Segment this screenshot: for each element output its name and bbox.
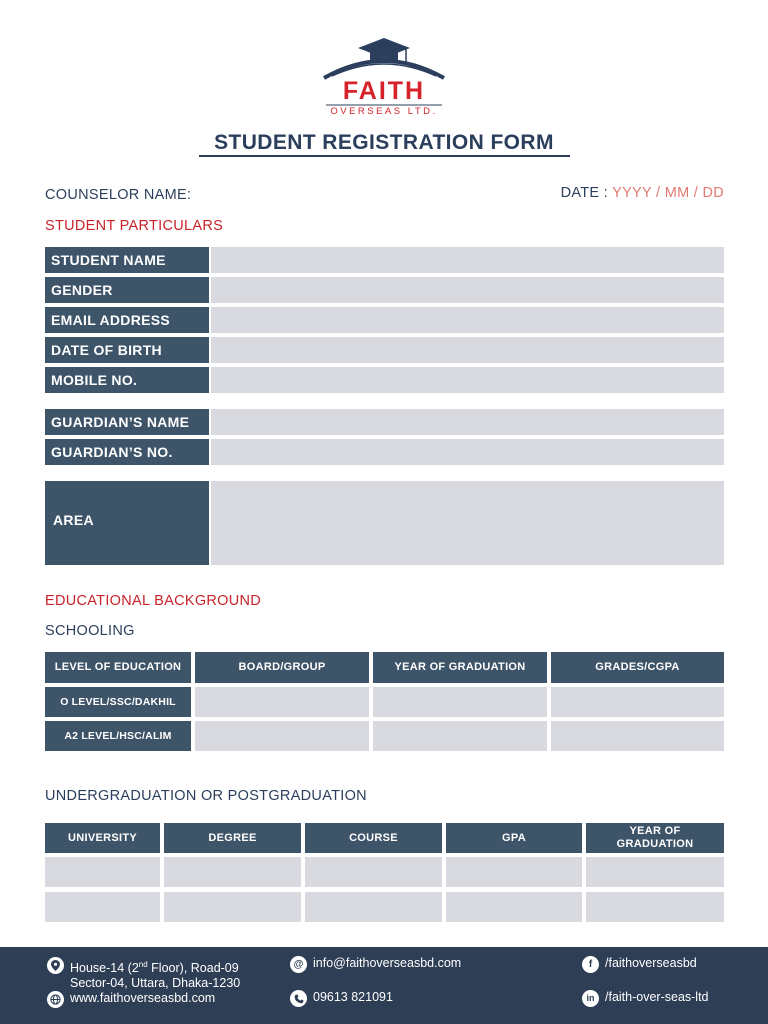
guardian-number-input[interactable] <box>211 439 724 465</box>
table-cell[interactable] <box>164 892 301 922</box>
gender-input[interactable] <box>211 277 724 303</box>
phone-number[interactable]: 09613 821091 <box>313 990 393 1004</box>
student-name-label: STUDENT NAME <box>45 247 209 273</box>
address-sup: nd <box>138 960 148 969</box>
table-cell[interactable] <box>195 687 369 717</box>
schooling-col-year: YEAR OF GRADUATION <box>373 652 547 683</box>
footer-address <box>47 957 240 991</box>
guardian-number-label: GUARDIAN’S NO. <box>45 439 209 465</box>
table-cell[interactable] <box>305 857 442 887</box>
guardian-name-input[interactable] <box>211 409 724 435</box>
mobile-label: MOBILE NO. <box>45 367 209 393</box>
address-line-2: Sector-04, Uttara, Dhaka-1230 <box>70 976 241 991</box>
footer-phone[interactable] <box>290 990 393 1007</box>
higher-col-degree: DEGREE <box>164 823 301 853</box>
address-line-1: House-14 (2 <box>70 961 139 976</box>
higher-col-year: YEAR OF GRADUATION <box>586 823 724 853</box>
date-of-birth-label: DATE OF BIRTH <box>45 337 209 363</box>
table-cell[interactable] <box>195 721 369 751</box>
student-particulars-heading: STUDENT PARTICULARS <box>45 218 224 234</box>
schooling-heading: SCHOOLING <box>45 623 135 639</box>
higher-education-heading: UNDERGRADUATION OR POSTGRADUATION <box>45 788 367 804</box>
schooling-row-olevel: O LEVEL/SSC/DAKHIL <box>45 687 191 717</box>
table-cell[interactable] <box>373 721 547 751</box>
footer-facebook[interactable] <box>582 956 697 973</box>
page-title: STUDENT REGISTRATION FORM <box>214 131 554 154</box>
table-cell[interactable] <box>45 857 160 887</box>
date-of-birth-input[interactable] <box>211 337 724 363</box>
educational-background-heading: EDUCATIONAL BACKGROUND <box>45 593 262 609</box>
website-link[interactable]: www.faithoverseasbd.com <box>70 991 216 1005</box>
footer-linkedin[interactable] <box>582 990 709 1007</box>
facebook-icon: f <box>582 956 599 973</box>
phone-icon <box>290 990 307 1007</box>
location-pin-icon <box>47 957 64 974</box>
at-sign-icon: @ <box>290 956 307 973</box>
area-input[interactable] <box>211 481 724 565</box>
table-cell[interactable] <box>45 892 160 922</box>
table-cell[interactable] <box>551 687 724 717</box>
email-label: EMAIL ADDRESS <box>45 307 209 333</box>
gender-label: GENDER <box>45 277 209 303</box>
table-cell[interactable] <box>164 857 301 887</box>
mobile-input[interactable] <box>211 367 724 393</box>
higher-col-gpa: GPA <box>446 823 582 853</box>
facebook-link[interactable]: /faithoverseasbd <box>605 956 697 970</box>
higher-col-course: COURSE <box>305 823 442 853</box>
table-cell[interactable] <box>305 892 442 922</box>
linkedin-icon: in <box>582 990 599 1007</box>
guardian-name-label: GUARDIAN’S NAME <box>45 409 209 435</box>
table-cell[interactable] <box>446 892 582 922</box>
table-cell[interactable] <box>373 687 547 717</box>
email-input[interactable] <box>211 307 724 333</box>
address-line-1-rest: Floor), Road-09 <box>147 961 239 976</box>
footer <box>0 947 768 1024</box>
table-cell[interactable] <box>586 857 724 887</box>
area-label: AREA <box>45 481 209 565</box>
counselor-name-label: COUNSELOR NAME: <box>45 187 192 203</box>
table-cell[interactable] <box>446 857 582 887</box>
footer-website[interactable] <box>47 991 215 1008</box>
date-placeholder: YYYY / MM / DD <box>612 185 724 201</box>
schooling-col-grades: GRADES/CGPA <box>551 652 724 683</box>
table-cell[interactable] <box>551 721 724 751</box>
linkedin-link[interactable]: /faith-over-seas-ltd <box>605 990 709 1004</box>
schooling-row-alevel: A2 LEVEL/HSC/ALIM <box>45 721 191 751</box>
table-cell[interactable] <box>586 892 724 922</box>
email-link[interactable]: info@faithoverseasbd.com <box>313 956 462 970</box>
title-underline <box>199 155 570 157</box>
date-field[interactable] <box>561 185 724 201</box>
higher-col-university: UNIVERSITY <box>45 823 160 853</box>
schooling-col-board: BOARD/GROUP <box>195 652 369 683</box>
student-name-input[interactable] <box>211 247 724 273</box>
schooling-col-level: LEVEL OF EDUCATION <box>45 652 191 683</box>
logo-brand: FAITH <box>342 77 426 105</box>
date-label: DATE : <box>560 185 609 201</box>
globe-icon <box>47 991 64 1008</box>
logo-tagline: OVERSEAS LTD. <box>330 106 438 117</box>
footer-email[interactable] <box>290 956 461 973</box>
